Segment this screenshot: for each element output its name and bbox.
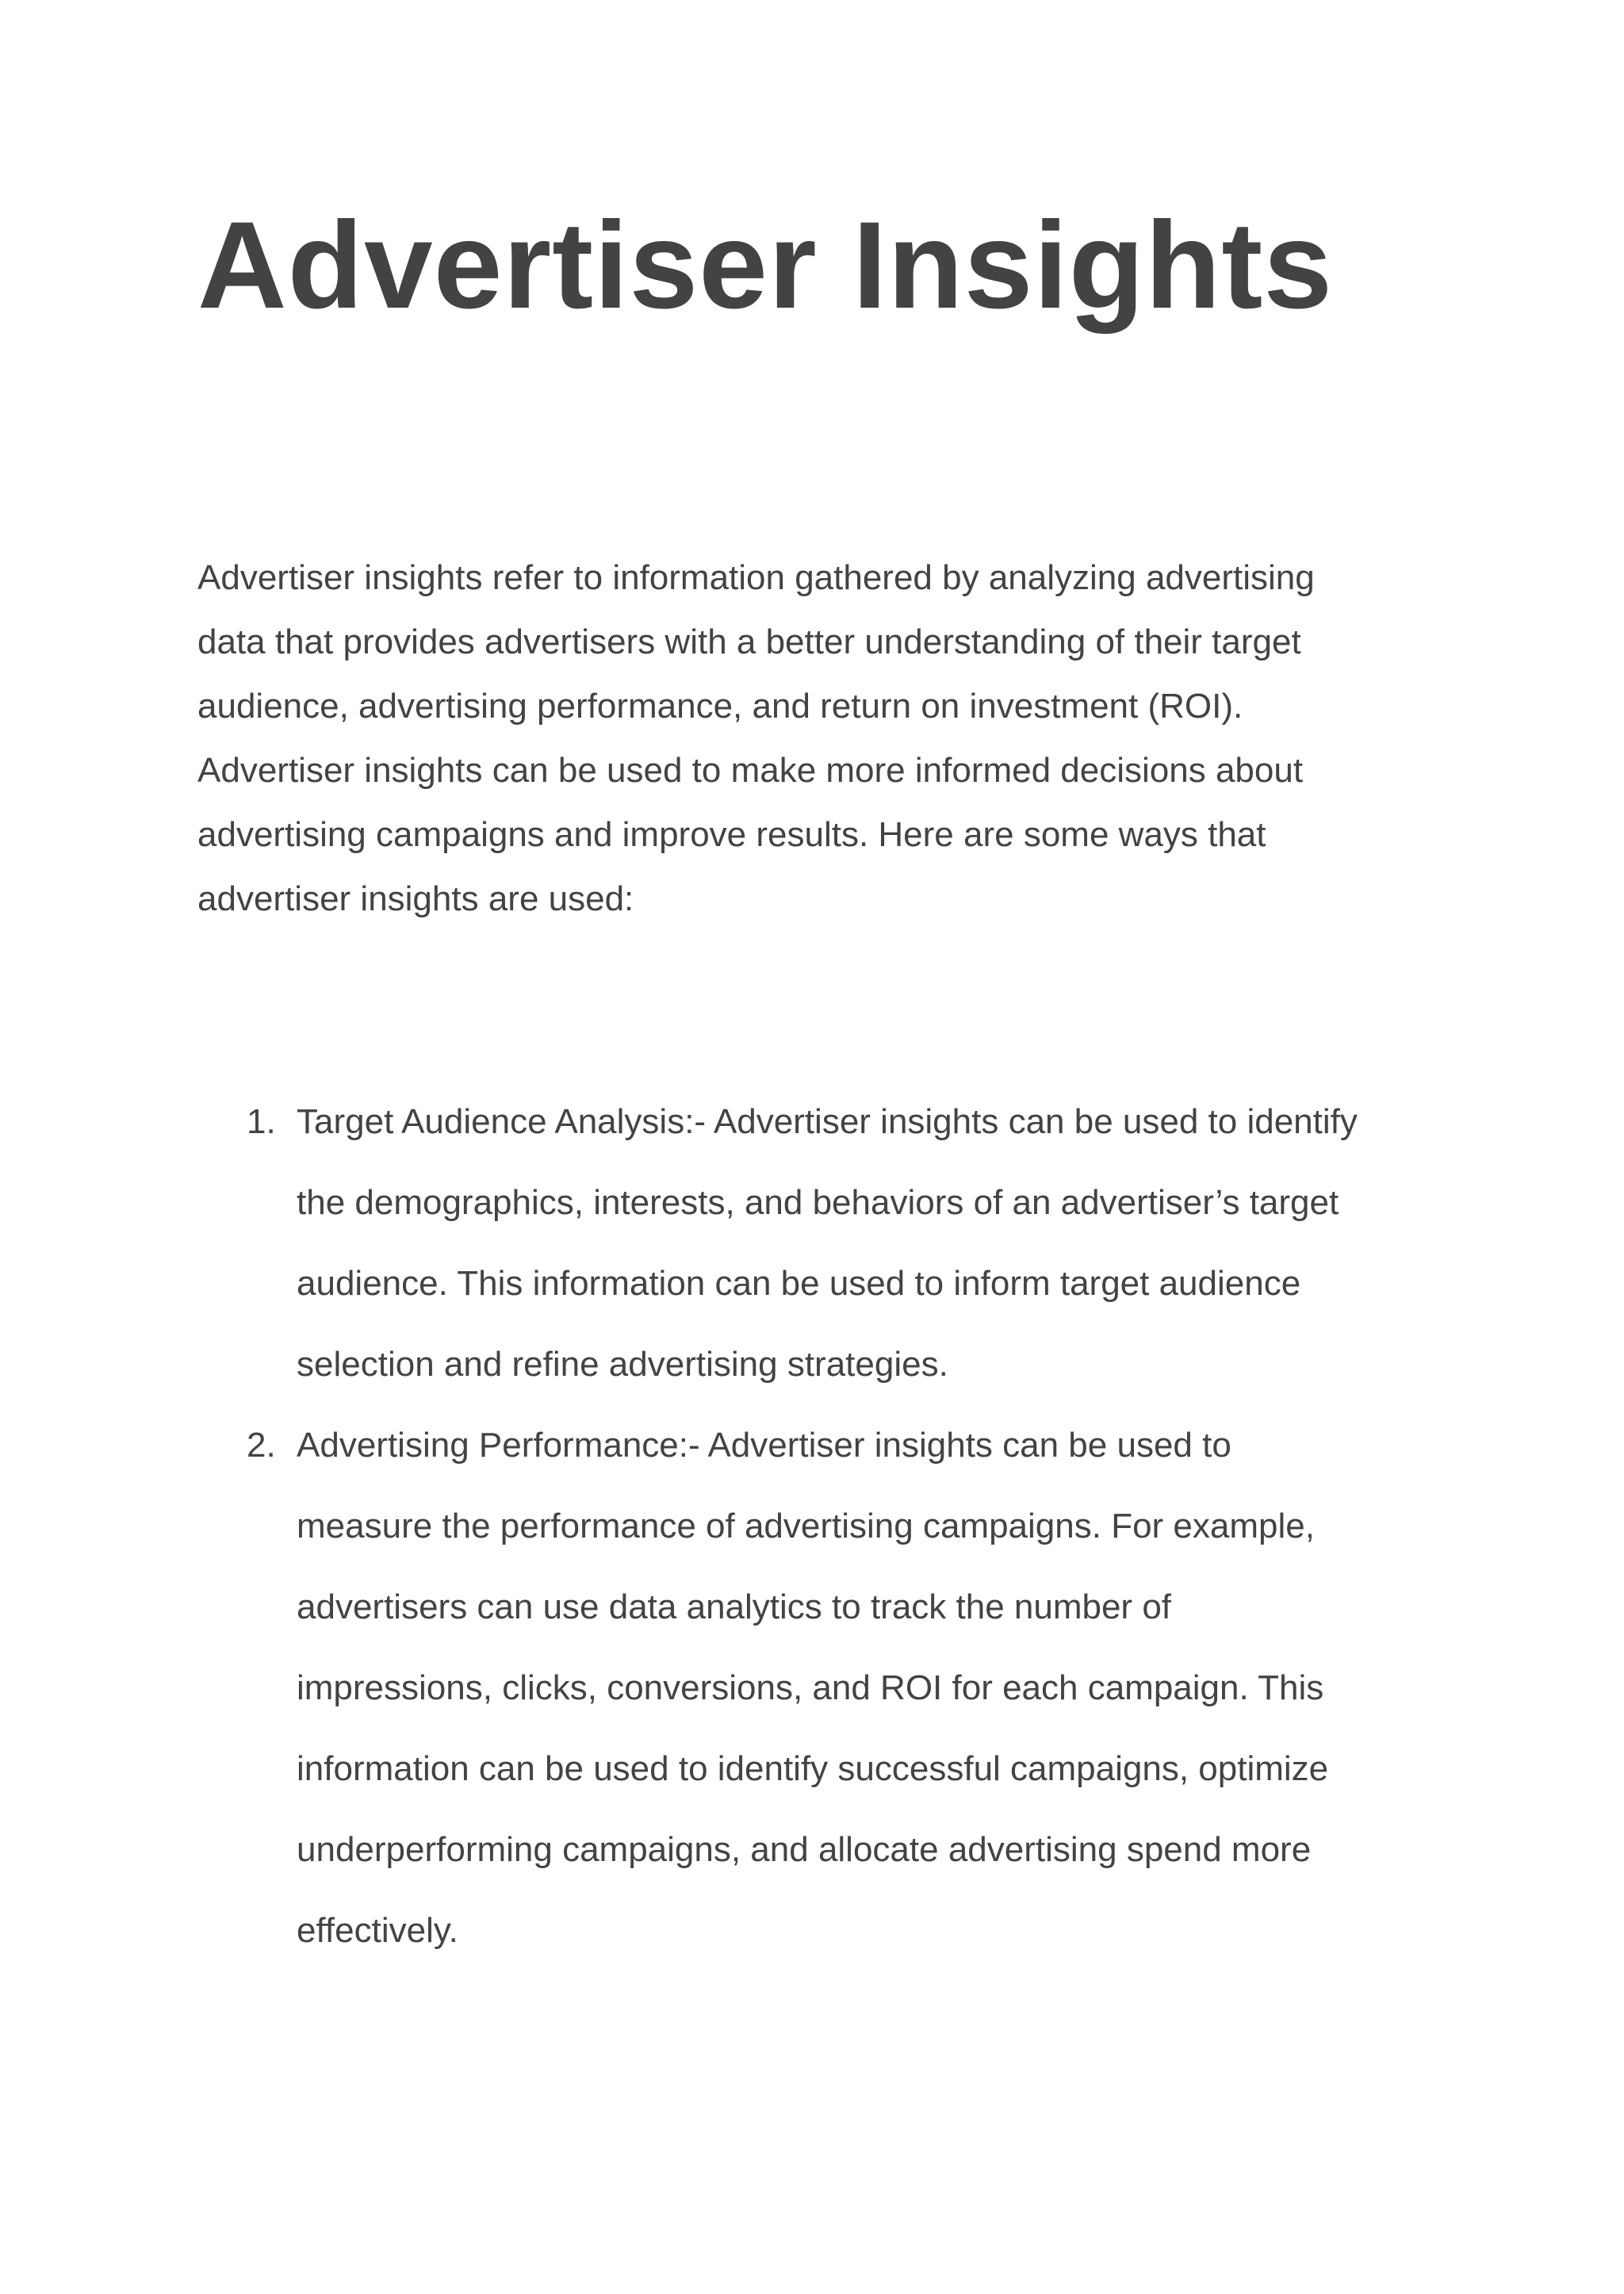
- list-item-line: Target Audience Analysis:- Advertiser insights can be used to identify: [297, 1102, 1358, 1141]
- list-item-number: 1.: [247, 1102, 276, 1141]
- intro-line: Advertiser insights refer to information gathered by analyzing advertising: [197, 558, 1315, 597]
- intro-line: audience, advertising performance, and return on investment (ROI).: [197, 687, 1243, 726]
- list-item-advertising-performance: [238, 1405, 1475, 1971]
- list-item-number: 2.: [247, 1426, 276, 1465]
- intro-paragraph: [197, 546, 1434, 931]
- intro-line: advertiser insights are used:: [197, 879, 634, 918]
- numbered-list: [238, 1082, 1475, 1971]
- list-item-line: audience. This information can be used to inform target audience: [297, 1264, 1301, 1303]
- list-item-line: impressions, clicks, conversions, and ROI for each campaign. This: [297, 1668, 1324, 1707]
- list-item-line: selection and refine advertising strategies.: [297, 1345, 948, 1384]
- list-item-line: Advertising Performance:- Advertiser insights can be used to: [297, 1426, 1231, 1465]
- intro-line: data that provides advertisers with a better understanding of their target: [197, 622, 1301, 661]
- intro-line: advertising campaigns and improve results. Here are some ways that: [197, 815, 1266, 854]
- list-item-line: measure the performance of advertising campaigns. For example,: [297, 1507, 1315, 1545]
- list-item-line: information can be used to identify successful campaigns, optimize: [297, 1749, 1329, 1788]
- page-title: Advertiser Insights: [197, 197, 1334, 335]
- list-item-target-audience: [238, 1082, 1475, 1405]
- intro-line: Advertiser insights can be used to make more informed decisions about: [197, 751, 1304, 790]
- list-item-line: the demographics, interests, and behaviors of an advertiser’s target: [297, 1183, 1339, 1222]
- list-item-line: underperforming campaigns, and allocate advertising spend more: [297, 1830, 1312, 1869]
- list-item-line: effectively.: [297, 1911, 458, 1950]
- list-item-line: advertisers can use data analytics to track the number of: [297, 1587, 1172, 1626]
